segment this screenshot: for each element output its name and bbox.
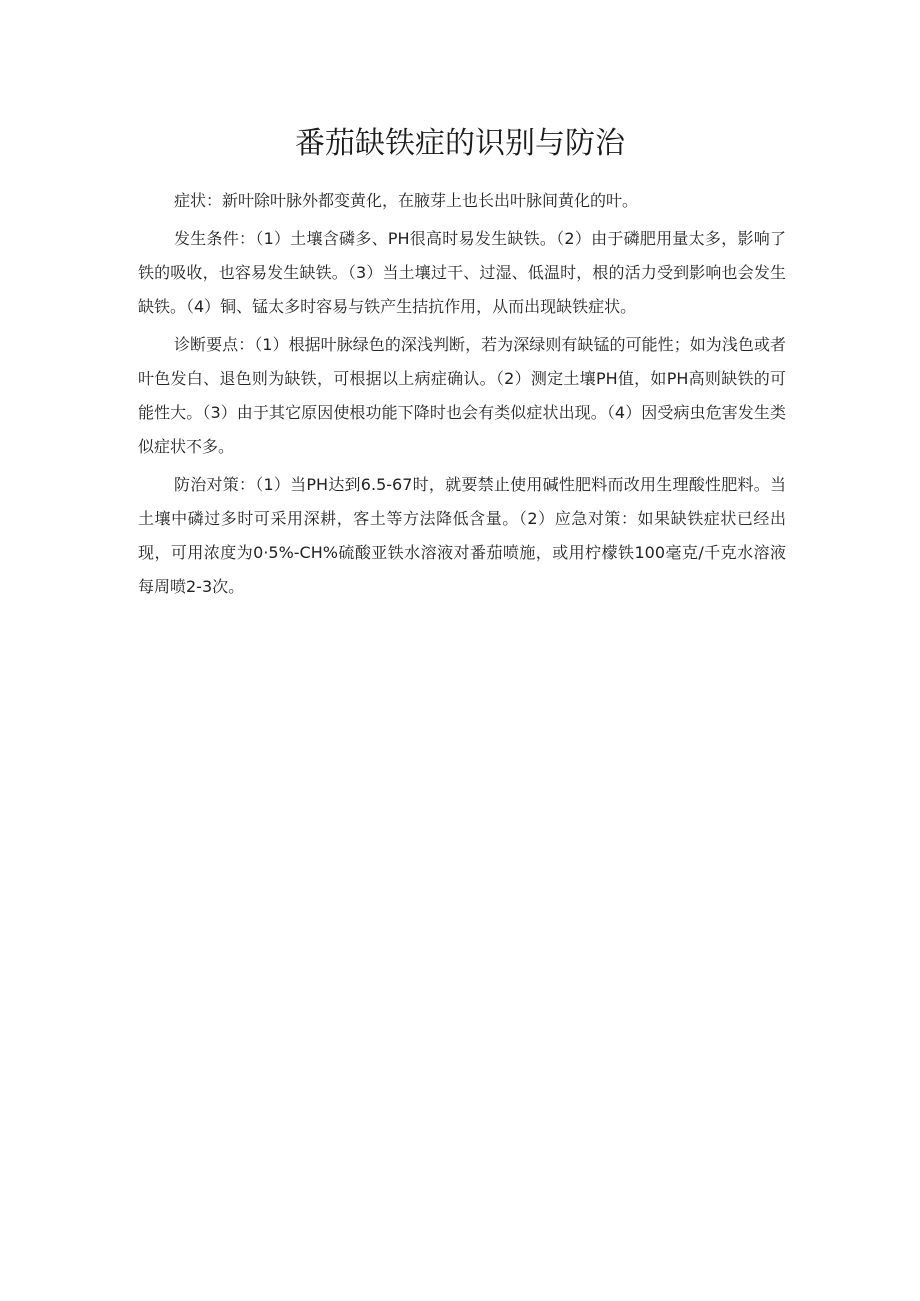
paragraph-label-countermeasures: 防治对策： [174,475,256,494]
paragraph-text-countermeasures: （1）当PH达到6.5-67时，就要禁止使用碱性肥料而改用生理酸性肥料。当土壤中磷过多时可采用深耕，客土等方法降低含量。（2）应急对策：如果缺铁症状已经出现，可用浓度为0·5%-CH%硫酸亚铁水溶液对番茄喷施，或用柠檬铁100毫克/千克水溶液每周喷2-3次。 [138,475,786,596]
document-title: 番茄缺铁症的识别与防治 [295,126,625,161]
paragraph-label-diagnosis: 诊断要点： [174,335,255,354]
paragraph-label-conditions: 发生条件： [174,229,256,248]
paragraph-countermeasures [138,468,786,604]
paragraph-symptoms [138,184,786,218]
paragraph-text-conditions: （1）土壤含磷多、PH很高时易发生缺铁。（2）由于磷肥用量太多，影响了铁的吸收，也容易发生缺铁。（3）当土壤过干、过湿、低温时，根的活力受到影响也会发生缺铁。（4）铜、锰太多时容易与铁产生拮抗作用，从而出现缺铁症状。 [138,229,786,316]
paragraph-label-symptoms: 症状： [174,191,223,210]
paragraph-conditions [138,222,786,324]
document-body [138,184,786,608]
paragraph-diagnosis [138,328,786,464]
paragraph-text-diagnosis: （1）根据叶脉绿色的深浅判断，若为深绿则有缺锰的可能性；如为浅色或者叶色发白、退色则为缺铁，可根据以上病症确认。（2）测定土壤PH值，如PH高则缺铁的可能性大。（3）由于其它原因使根功能下降时也会有类似症状出现。（4）因受病虫危害发生类似症状不多。 [138,335,786,456]
paragraph-text-symptoms: 新叶除叶脉外都变黄化，在腋芽上也长出叶脉间黄化的叶。 [222,191,639,210]
